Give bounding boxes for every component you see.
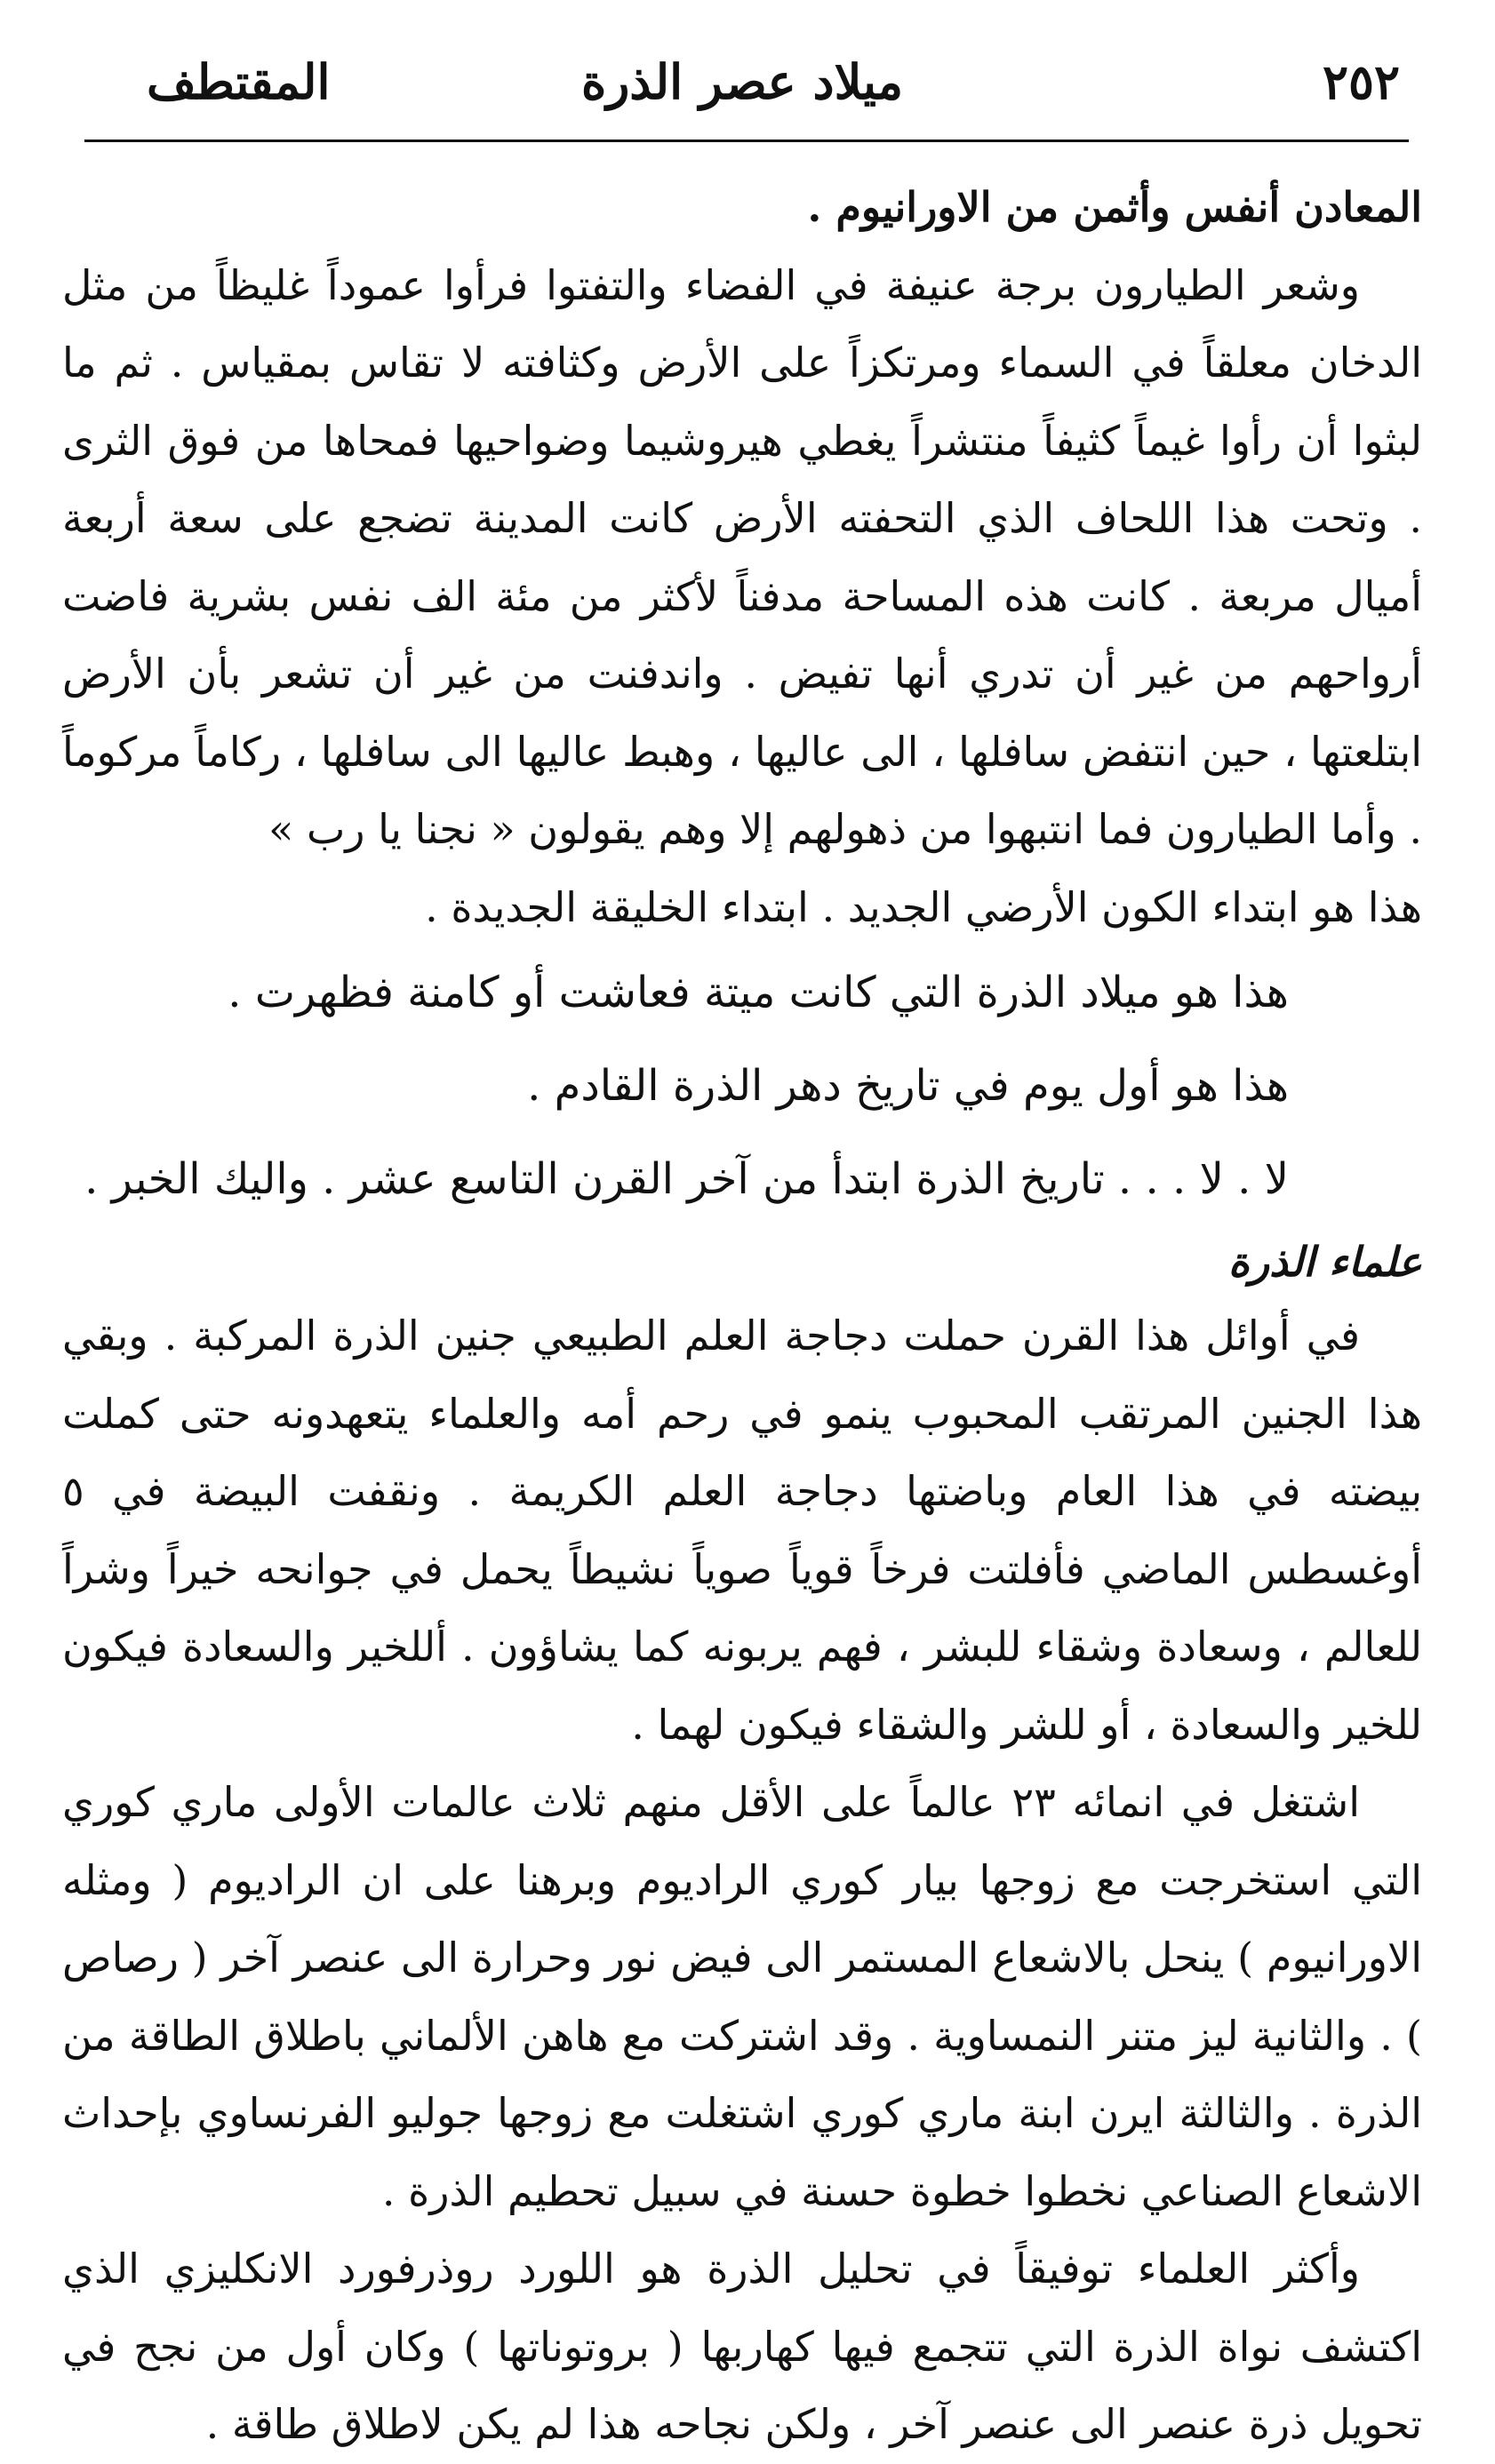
declaration-1: هذا هو ميلاد الذرة التي كانت ميتة فعاشت أو كامنة فظهرت . (228, 968, 1289, 1017)
declaration-3: لا . لا . . . تاريخ الذرة ابتدأ من آخر القرن التاسع عشر . واليك الخبر . (84, 1154, 1289, 1204)
paragraph-6: وأكثر العلماء توفيقاً في تحليل الذرة هو اللورد روذرفورد الانكليزي الذي اكتشف نواة الذرة التي تتجمع فيها كهاربها ( بروتوناتها ) وكان أول من نجح في تحويل ذرة عنصر الى عنصر آخر ، ولكن نجاحه هذا لم يكن لاطلاق طاقة . (62, 2245, 1422, 2448)
paragraph-2: وشعر الطيارون برجة عنيفة في الفضاء والتفتوا فرأوا عموداً غليظاً من مثل الدخان معلقاً في السماء ومرتكزاً على الأرض وكثافته لا تقاس بمقياس . ثم ما لبثوا أن رأوا غيماً كثيفاً منتشراً يغطي هيروشيما وضواحيها فمحاها من فوق الثرى . وتحت هذا اللحاف الذي التحفته الأرض كانت المدينة تضجع على سعة أربعة أميال مربعة . كانت هذه المساحة مدفناً لأكثر من مئة الف نفس بشرية فاضت أرواحهم من غير أن تدري أنها تفيض . واندفنت من غير أن تشعر بأن الأرض ابتلعتها ، حين انتفض سافلها ، الى عاليها ، وهبط عاليها الى سافلها ، ركاماً مركوماً . وأما الطيارون فما انتبهوا من ذهولهم إلا وهم يقولون « نجنا يا رب » (62, 260, 1422, 853)
section-heading: علماء الذرة (1227, 1238, 1422, 1286)
paragraph-3: هذا هو ابتداء الكون الأرضي الجديد . ابتداء الخليقة الجديدة . (425, 882, 1422, 931)
journal-name: المقتطف (147, 53, 331, 110)
running-title: ميلاد عصر الذرة (580, 53, 904, 110)
article-body (62, 169, 1422, 2464)
header-rule (84, 140, 1409, 142)
page-header (84, 53, 1400, 133)
paragraph-1: المعادن أنفس وأثمن من الاورانيوم . (807, 183, 1422, 231)
page-number: ٢٥٢ (1322, 53, 1400, 110)
declaration-2: هذا هو أول يوم في تاريخ دهر الذرة القادم . (527, 1061, 1289, 1111)
paragraph-4: في أوائل هذا القرن حملت دجاجة العلم الطبيعي جنين الذرة المركبة . وبقي هذا الجنين المرتقب المحبوب ينمو في رحم أمه والعلماء يتعهدونه حتى كملت بيضته في هذا العام وباضتها دجاجة العلم الكريمة . ونقفت البيضة في ٥ أوغسطس الماضي فأفلتت فرخاً قوياً صوياً نشيطاً يحمل في جوانحه خيراً وشراً للعالم ، وسعادة وشقاء للبشر ، فهم يربونه كما يشاؤون . أللخير والسعادة فيكون للخير والسعادة ، أو للشر والشقاء فيكون لهما . (62, 1312, 1422, 1749)
paragraph-5: اشتغل في انمائه ٢٣ عالماً على الأقل منهم ثلاث عالمات الأولى ماري كوري التي استخرجت مع زوجها بيار كوري الراديوم وبرهنا على ان الراديوم ( ومثله الاورانيوم ) ينحل بالاشعاع المستمر الى فيض نور وحرارة الى عنصر آخر ( رصاص ) . والثانية ليز متنر النمساوية . وقد اشتركت مع هاهن الألماني باطلاق الطاقة من الذرة . والثالثة ايرن ابنة ماري كوري اشتغلت مع زوجها جوليو الفرنساوي بإحداث الاشعاع الصناعي نخطوا خطوة حسنة في سبيل تحطيم الذرة . (62, 1778, 1422, 2215)
